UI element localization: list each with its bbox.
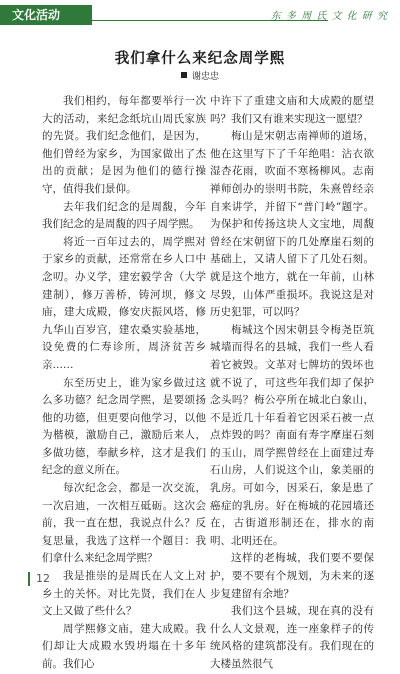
- paragraph: 我们相约，每年都要举行一次大的活动，来纪念纸坑山周氏家族的先贤。我们纪念他们，是因为，他们曾经为家乡，为国家做出了杰出的贡献；是因为他们的德行操守，值得我们景仰。: [42, 95, 206, 195]
- journal-name: 东 多 周 氏 文 化 研 究: [270, 11, 388, 22]
- paragraph: 梅城这个因宋朝县令梅尧臣筑城墙而得名的县城，我们一些人看着它被毁。文革对七牌坊的毁坏也就不说了，可这些年我们却了保护念头吗？梅公亭所在城北白象山，不是近几十年看着它因采石被一点点炸毁的吗？南面有寿字摩崖石刻的玉山，周学熙曾经在上面建过寿石山房，人们说这个山，象美丽的乳房。可如今，因采石，象是患了癌症的乳房。好在梅城的花园墙还在，古街道形制还在，排水的南明、北明还在。: [210, 323, 374, 547]
- article-title: 我们拿什么来纪念周学熙: [114, 51, 286, 67]
- paragraph: 东至历史上，谁为家乡做过这么多功德？纪念周学熙，是要颂扬他的功德，但更要向他学习，以他为楷模，激励自己，激励后来人，多做功德，奉献乡梓，这才是我们纪念的意义所在。: [42, 376, 206, 477]
- section-tag: 文化活动: [0, 5, 92, 25]
- paragraph: 去年我们纪念的是周馥，今年我们纪念的是周馥的四子周学熙。: [42, 200, 206, 231]
- paragraph: 每次纪念会，都是一次交流，一次启迪，一次相互砥砺。这次会前，我一直在想，我说点什么？反复思量，我选了这样一个题目：我们拿什么来纪念周学熙？: [42, 482, 206, 565]
- paragraph: 梅山是宋朝志南禅师的道场，他在这里写下了千年绝唱：沾衣欲湿杏花雨，吹面不寒杨柳风。志南禅师创办的崇明书院，朱熹曾经亲自来讲学，并留下“普门岭”题字。为保护和传扬这块人文宝地，周馥曾经在宋朝留下的几处摩崖石刻的基础上，又请人留下了几处石刻。就是这个地方，就在一年前，山林尽毁，山体严重损坏。我说这是对历史犯罪，可以吗？: [210, 130, 374, 319]
- paragraph: 中许下了重建文庙和大成殿的愿望吗？我们又有谁来实现这一愿望？: [210, 95, 374, 125]
- header-bar: [0, 5, 400, 25]
- paragraph: 我是推崇的是周氏在人文上对乡土的关怀。对比先贤，我们在人文上又做了些什么？: [42, 570, 206, 618]
- paragraph: 我们这个县城，现在真的没有什么人文景观，连一座象样子的传统风格的建筑都没有。我们现在的大楼虽然很气: [210, 605, 374, 670]
- paragraph: 这样的老梅城，我们要不要保护，要不要有个规划，为未来的逐步复建留有余地？: [210, 552, 374, 600]
- paragraph: 周学熙修文庙，建大成殿。我们却让大成殿水毁坍塌在十多年前。我们心: [42, 622, 206, 670]
- left-column: [42, 93, 206, 674]
- article-author: [0, 69, 400, 82]
- author-name: 谢忠忠: [191, 72, 219, 82]
- right-column: [210, 93, 374, 674]
- page-number: 12: [28, 572, 50, 586]
- author-bullet-icon: [181, 72, 187, 78]
- paragraph: 将近一百年过去的，周学熙对于家乡的贡献，还常常在乡人口中念叨。办义学，建宏毅学舍（大学建制），修万善桥，铸河坝，修文庙，建大成殿，修安庆振风塔，修九华山百岁宫，建农桑实验基地，设免费的仁寿诊所，周济贫苦乡亲……: [42, 235, 206, 371]
